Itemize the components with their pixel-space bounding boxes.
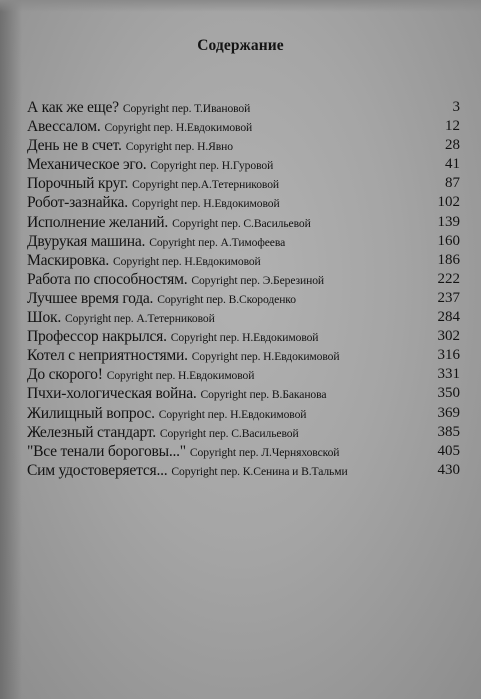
toc-entry	[27, 155, 460, 174]
entry-title: Маскировка.	[27, 251, 109, 269]
entry-translator-credit: Copyright пер. Н.Евдокимовой	[131, 197, 280, 211]
entry-title: Шок.	[27, 309, 62, 327]
entry-translator-credit: Copyright пер. Н.Явно	[125, 140, 233, 154]
entry-title: Порочный круг.	[27, 175, 129, 193]
entry-translator-credit: Copyright пер. С.Васильевой	[159, 426, 299, 440]
page-shadow-top	[0, 0, 481, 12]
entry-title: "Все тенали бороговы..."	[27, 442, 186, 460]
entry-page-number: 160	[437, 232, 460, 249]
toc-entry	[27, 308, 460, 327]
entry-page-number: 222	[437, 270, 460, 287]
entry-title: Профессор накрылся.	[27, 328, 167, 346]
entry-title: Двурукая машина.	[27, 232, 146, 250]
entry-translator-credit: Copyright пер. Н.Евдокимовой	[191, 350, 340, 364]
entry-translator-credit: Copyright пер. Н.Евдокимовой	[170, 331, 319, 345]
entry-translator-credit: Copyright пер. А.Тимофеева	[149, 235, 286, 249]
entry-page-number: 12	[445, 118, 460, 135]
page-shadow-left	[0, 0, 22, 699]
entry-translator-credit: Copyright пер. В.Скороденко	[157, 292, 296, 306]
entry-page-number: 41	[445, 156, 460, 173]
entry-translator-credit: Copyright пер. Н.Гуровой	[150, 159, 274, 173]
entry-translator-credit: Copyright пер. Н.Евдокимовой	[113, 254, 261, 268]
entry-page-number: 3	[452, 99, 460, 115]
entry-title: Котел с неприятностями.	[27, 347, 188, 365]
entry-page-number: 350	[437, 385, 460, 402]
toc-entry	[27, 289, 460, 308]
entry-page-number: 316	[437, 347, 460, 364]
entry-title: Работа по способностям.	[27, 270, 188, 288]
entry-translator-credit: Copyright пер. Н.Евдокимовой	[158, 407, 307, 421]
entry-title: Механическое эго.	[27, 156, 147, 174]
entry-translator-credit: Copyright пер. С.Васильевой	[172, 216, 311, 230]
toc-entry	[27, 270, 460, 289]
entry-title: Авессалом.	[27, 118, 101, 136]
entry-page-number: 139	[437, 213, 460, 230]
entry-translator-credit: Copyright пер. В.Баканова	[200, 388, 327, 402]
entry-translator-credit: Copyright пер. А.Тетерниковой	[65, 312, 215, 326]
entry-translator-credit: Copyright пер.А.Тетерниковой	[132, 178, 280, 192]
toc-entry	[27, 365, 460, 384]
entry-page-number: 369	[437, 404, 460, 421]
toc-entry	[27, 174, 460, 193]
entry-title: Железный стандарт.	[27, 423, 156, 441]
entry-title: Исполнение желаний.	[27, 213, 169, 231]
entry-translator-credit: Copyright пер. Н.Евдокимовой	[104, 121, 253, 135]
toc-entry	[27, 404, 460, 423]
toc-entry	[27, 346, 460, 365]
toc-entry	[27, 193, 460, 212]
toc-entry	[27, 98, 460, 117]
entry-page-number: 385	[437, 423, 460, 440]
entry-page-number: 87	[445, 175, 460, 192]
toc-entry	[27, 384, 460, 403]
entry-page-number: 237	[437, 289, 460, 306]
entry-title: Робот-зазнайка.	[27, 194, 128, 212]
toc-entry	[27, 232, 460, 251]
entry-title: Сим удостоверяется...	[27, 461, 168, 479]
toc-entry	[27, 461, 460, 480]
entry-title: День не в счет.	[27, 137, 122, 155]
toc-entry	[27, 423, 460, 442]
table-of-contents	[27, 98, 460, 480]
entry-page-number: 405	[437, 442, 460, 459]
entry-title: А как же еще?	[27, 99, 119, 116]
toc-entry	[27, 327, 460, 346]
entry-page-number: 430	[437, 461, 460, 478]
entry-title: Жилищный вопрос.	[27, 404, 155, 422]
entry-title: Лучшее время года.	[27, 289, 154, 307]
entry-translator-credit: Copyright пер. Н.Евдокимовой	[106, 369, 255, 383]
entry-translator-credit: Copyright пер. К.Сенина и В.Тальми	[171, 464, 348, 478]
entry-page-number: 302	[437, 328, 460, 345]
entry-page-number: 331	[437, 366, 460, 383]
entry-page-number: 284	[437, 309, 460, 326]
toc-entry	[27, 136, 460, 155]
toc-entry	[27, 251, 460, 270]
entry-translator-credit: Copyright пер. Т.Ивановой	[122, 102, 251, 115]
toc-entry	[27, 117, 460, 136]
entry-translator-credit: Copyright пер. Э.Березиной	[191, 273, 325, 287]
page-title: Содержание	[197, 37, 284, 54]
toc-entry	[27, 213, 460, 232]
entry-title: Пчхи-хологическая война.	[27, 385, 197, 403]
entry-page-number: 28	[445, 137, 460, 154]
entry-page-number: 186	[437, 251, 460, 268]
entry-title: До скорого!	[27, 366, 103, 384]
toc-entry	[27, 442, 460, 461]
entry-page-number: 102	[437, 194, 460, 211]
entry-translator-credit: Copyright пер. Л.Черняховской	[189, 445, 340, 459]
